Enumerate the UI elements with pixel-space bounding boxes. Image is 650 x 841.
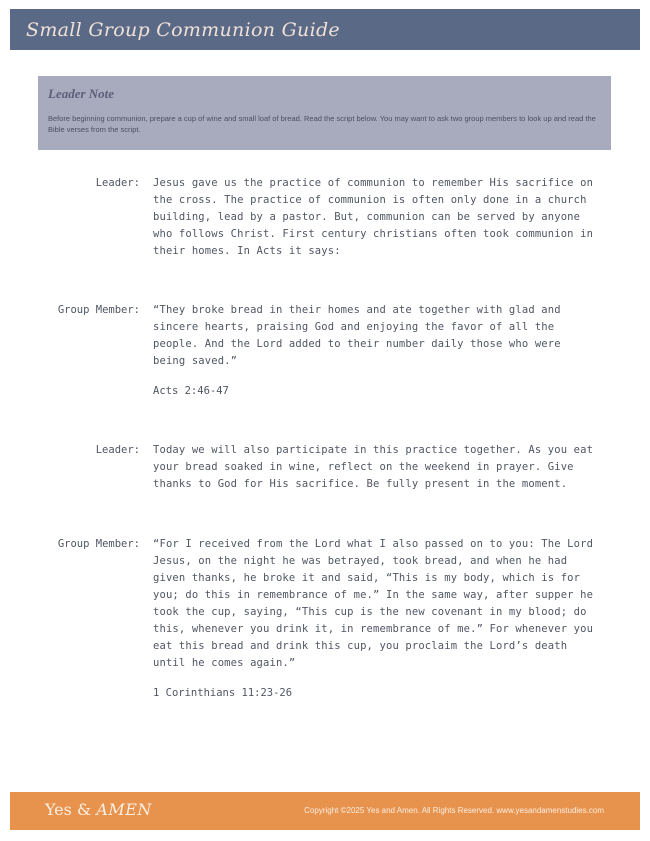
script-line: “They broke bread in their homes and ate together with glad and [153, 304, 561, 316]
speaker-label: Group Member: [57, 304, 140, 316]
script-line: your bread soaked in wine, reflect on the weekend in prayer. Give [153, 461, 574, 473]
script-line: people. And the Lord added to their number daily those who were [153, 338, 561, 350]
script-line: eat this bread and drink this cup, you proclaim the Lord’s death [153, 640, 568, 652]
script-line: Jesus gave us the practice of communion to remember His sacrifice on [153, 177, 594, 189]
script-line: took the cup, saying, “This cup is the new covenant in my blood; do [153, 606, 587, 618]
script-line: until he comes again.” [153, 657, 296, 669]
script-line: this, whenever you drink it, in remembrance of me.” For whenever you [153, 623, 594, 635]
footer-bar [10, 792, 640, 830]
speaker-label: Leader: [95, 444, 140, 456]
script-line: given thanks, he broke it and said, “This is my body, which is for [153, 572, 581, 584]
leader-note-body: Before beginning communion, prepare a cup of wine and small loaf of bread. Read the script below. You may want to ask two group members to look up and read the Bible verses from the script. [48, 114, 596, 134]
scripture-reference: Acts 2:46-47 [153, 385, 229, 397]
header-bar [10, 9, 640, 50]
logo-amen-text: AMEN [96, 800, 152, 819]
leader-note-box [38, 76, 611, 150]
yes-and-amen-logo [45, 800, 152, 819]
script-line: their homes. In Acts it says: [153, 245, 341, 257]
speaker-label: Group Member: [57, 538, 140, 550]
script-line: thanks to God for His sacrifice. Be fully present in the moment. [153, 478, 568, 490]
script-line: sincere hearts, praising God and enjoying the favor of all the [153, 321, 555, 333]
logo-yes-text: Yes & [45, 800, 92, 819]
leader-note-title: Leader Note [48, 86, 115, 101]
copyright-text: Copyright ©2025 Yes and Amen. All Rights Reserved. www.yesandamenstudies.com [304, 806, 604, 815]
page-title: Small Group Communion Guide [26, 18, 340, 41]
speaker-label: Leader: [95, 177, 140, 189]
script-line: you; do this in remembrance of me.” In the same way, after supper he [153, 589, 594, 601]
script-line: Today we will also participate in this practice together. As you eat [153, 444, 594, 456]
script-line: “For I received from the Lord what I also passed on to you: The Lord [153, 538, 594, 550]
script-line: Jesus, on the night he was betrayed, took bread, and when he had [153, 555, 568, 567]
scripture-reference: 1 Corinthians 11:23-26 [153, 687, 293, 699]
script-line: being saved.” [153, 355, 238, 367]
script-line: who follows Christ. First century christians often took communion in [153, 228, 594, 240]
script-line: building, lead by a pastor. But, communion can be served by anyone [153, 211, 581, 223]
script-line: the cross. The practice of communion is often only done in a church [153, 194, 587, 206]
